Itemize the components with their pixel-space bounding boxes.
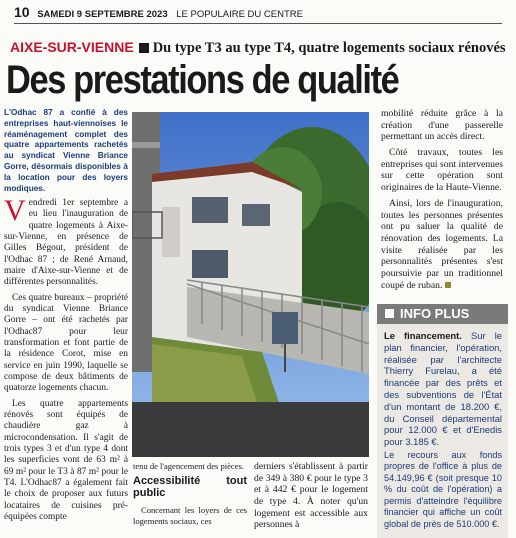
paragraph: Concernant les loyers de ces logements sociaux, ces	[133, 505, 247, 526]
info-box	[377, 324, 508, 538]
paragraph	[381, 198, 503, 292]
header-rule	[14, 23, 502, 24]
paragraph: Le recours aux fonds propres de l'office à plus de 54.149,96 € (soit presque 10 % du coût de l'opération) a permis d'atteindre l'équilibre financier qui affiche un coût global de près de 510.000 €.	[384, 449, 502, 529]
headline: Des prestations de qualité	[6, 58, 399, 102]
kicker-city: AIXE-SUR-VIENNE	[10, 39, 134, 55]
article-column-2	[133, 461, 247, 530]
paragraph: tenu de l'agencement des pièces.	[133, 461, 244, 471]
info-lead: Le financement.	[384, 330, 462, 341]
newspaper-name: LE POPULAIRE DU CENTRE	[176, 9, 303, 20]
article-column-3	[254, 461, 368, 535]
kicker-subtitle: Du type T3 au type T4, quatre logements sociaux rénovés	[152, 40, 506, 56]
info-box-title: INFO PLUS	[400, 306, 470, 321]
article-photo	[132, 112, 369, 457]
lede: L'Odhac 87 a confié à des entreprises haut-viennoises le réaménagement complet des quatre appartements rachetés au syndicat Vienne Briance Gorre, désormais disponibles à la location pour des loyers modiques.	[4, 108, 128, 193]
issue-date: SAMEDI 9 SEPTEMBRE 2023	[37, 9, 168, 20]
end-mark-icon	[445, 282, 451, 288]
square-bullet-icon	[139, 43, 149, 53]
page-number: 10	[14, 4, 30, 20]
paragraph: Côté travaux, toutes les entreprises qui sont intervenues sur cette opération sont originaires de la Haute-Vienne.	[381, 147, 504, 194]
square-bullet-icon	[385, 309, 394, 318]
paragraph	[4, 194, 128, 289]
paragraph-text: endredi 1er septembre a eu lieu l'inauguration de quatre logements à Aixe-sur-Vienne, en présence de Gilles Bégout, président de l'Odhac 87 ; de René Arnaud, maire d'Aixe-sur-Vienne et de différentes personnalités.	[4, 198, 128, 288]
page-header	[14, 4, 303, 20]
paragraph-text: Sur le plan financier, l'opération, réalisée par l'architecte Thierry Furelau, a été financée par des prêts et des subventions de l'État d'un montant de 18.200 €, du Conseil départemental pour 12.000 € et d'Enedis pour 3.185 €.	[384, 330, 503, 448]
article-column-4	[381, 108, 503, 295]
kicker	[10, 39, 506, 57]
article-column-1	[4, 194, 128, 527]
info-box-header	[377, 304, 508, 324]
drop-cap: V	[4, 194, 26, 227]
paragraph: mobilité réduite grâce à la création d'une passerelle permettant un accès direct.	[381, 108, 503, 143]
paragraph: Les quatre appartements rénovés sont équipés de chaudière gaz à microcondensation. Il s'agit de trois types 3 et d'un type 4 dont les superficies vont de 63 m² à 69 m² pour le T3 à 87 m² pour le T4. L'Odhac87 a également fait le choix de proposer aux futurs locataires de cuisines pré-équipées compte	[4, 398, 128, 522]
paragraph	[384, 330, 502, 448]
paragraph-text: Ainsi, lors de l'inauguration, toutes les personnes présentes ont pu saluer la qualité de rénovation des logements. La visite réalisée par les personnalités présentes s'est poursuivie par un traditionnel coupé de ruban.	[381, 197, 503, 291]
building-photo-illustration	[132, 112, 369, 457]
paragraph: derniers s'établissent à partir de 349 à 380 € pour le type 3 et à 442 € pour le logement de type 4. À noter qu'un logement est accessible aux personnes à	[254, 461, 368, 531]
paragraph: Ces quatre bureaux – propriété du syndicat Vienne Briance Gorre – ont été rachetés par l'Odhac87 pour leur transformation et font partie de la résidence Corot, mise en service en juin 1990, laquelle se compose de deux bâtiments de quatorze logements chacun.	[4, 292, 128, 394]
subheading: Accessibilité tout public	[133, 475, 247, 500]
